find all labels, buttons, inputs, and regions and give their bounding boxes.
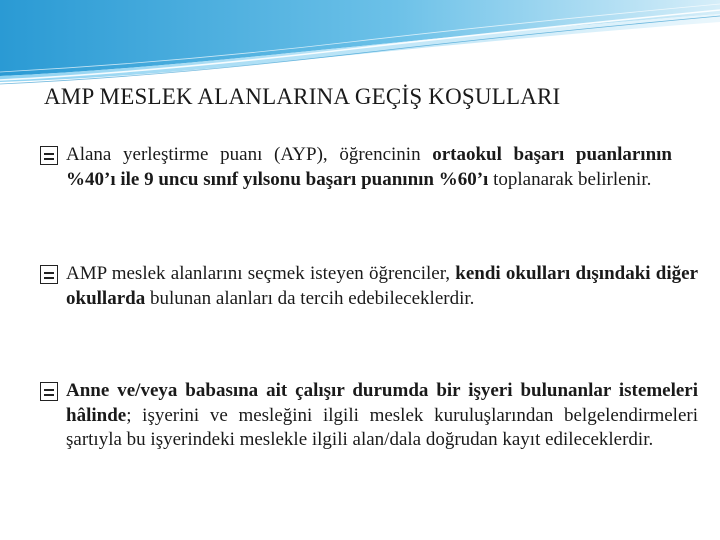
decorative-header-band [0, 0, 720, 90]
bullet-text: AMP meslek alanlarını seçmek isteyen öğrenciler, [66, 263, 456, 284]
checkbox-square-icon [40, 146, 58, 165]
bullet-text: ; işyerini ve mesleğini ilgili meslek kuruluşlarından belgelendirmeleri şartıyla bu işyerindeki meslekle ilgili alan/dala doğrudan kayıt edileceklerdir. [66, 404, 698, 450]
checkbox-square-icon [40, 382, 58, 401]
bullet-text: Alana yerleştirme puanı (AYP), öğrencinin [66, 144, 433, 165]
bullet-text-bold: Anne ve/veya babasına ait çalışır durumda bir işyeri bulunanlar istemeleri hâlinde [66, 380, 698, 426]
bullet-item-diger-okullar [40, 262, 698, 311]
checkbox-square-icon [40, 265, 58, 284]
slide-title: AMP MESLEK ALANLARINA GEÇİŞ KOŞULLARI [44, 84, 561, 109]
bullet-text: bulunan alanları da tercih edebileceklerdir. [145, 287, 475, 309]
bullet-text: toplanarak belirlenir. [488, 168, 652, 190]
bullet-item-yerlestirme-puani [40, 143, 672, 192]
bullet-item-isyeri-kaydi [40, 379, 698, 453]
bullet-text-bold: kendi okulları dışındaki diğer okullarda [66, 263, 699, 309]
bullet-text-bold: ortaokul başarı puanlarının %40’ı ile 9 uncu sınıf yılsonu başarı puanının %60’ı [66, 144, 672, 190]
bullet-list [40, 143, 699, 450]
